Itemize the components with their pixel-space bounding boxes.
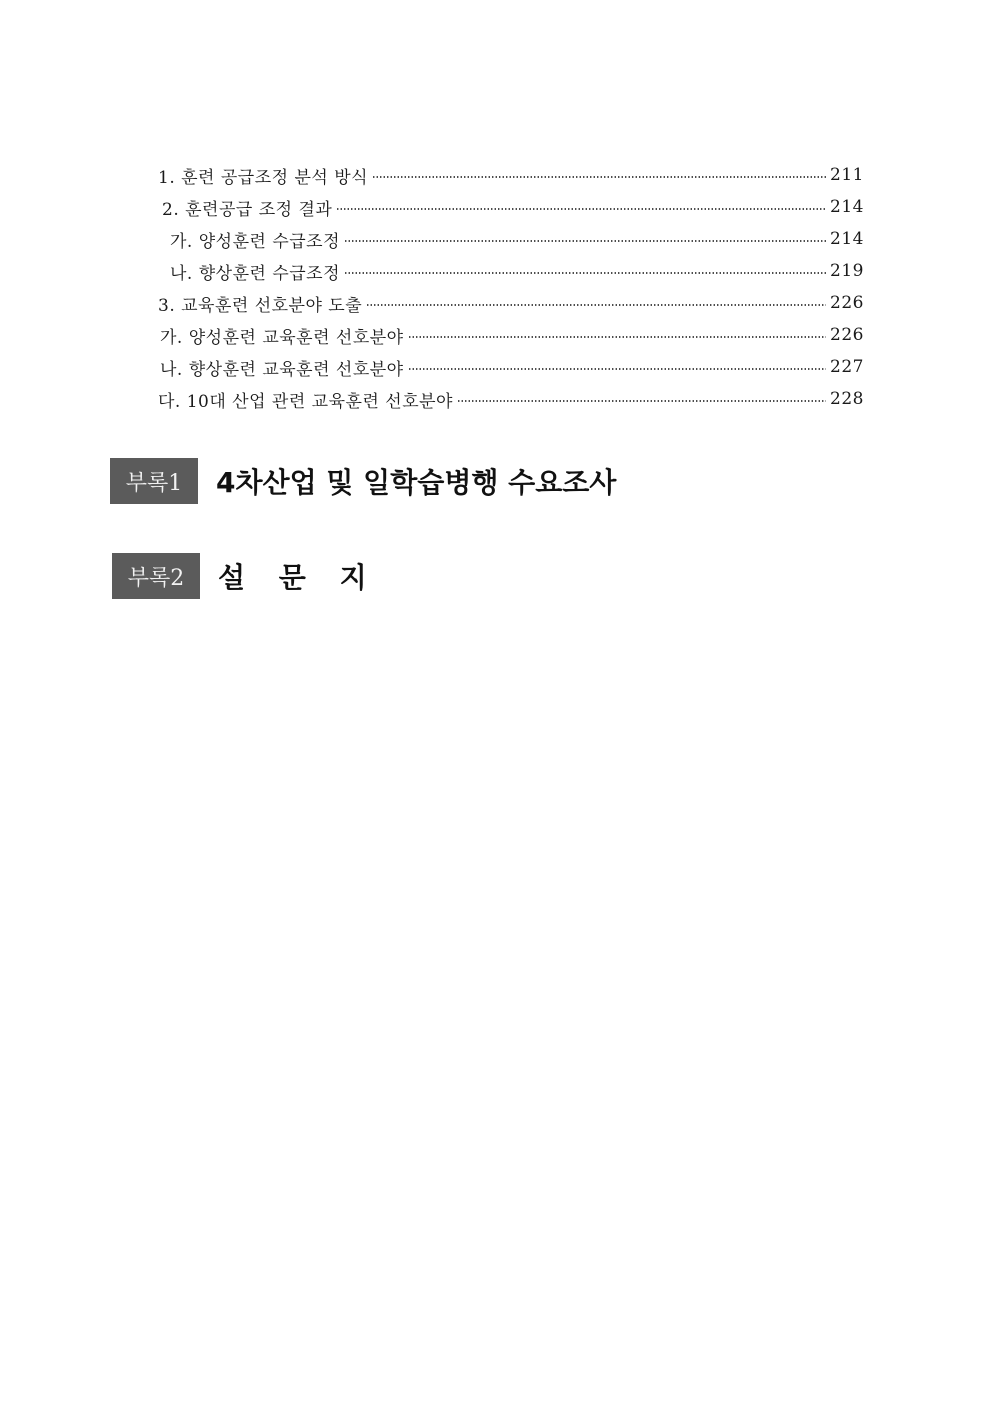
toc-leader-dots <box>408 368 826 370</box>
toc-entry-page: 227 <box>830 357 864 377</box>
toc-entry-label: 나. 향상훈련 교육훈련 선호분야 <box>160 359 404 380</box>
toc-entry-page: 214 <box>830 229 864 249</box>
appendix-title: 4차산업 및 일학습병행 수요조사 <box>216 466 617 499</box>
toc-entry-page: 228 <box>830 389 864 409</box>
toc-leader-dots <box>336 208 826 210</box>
toc-entry-label: 다. 10대 산업 관련 교육훈련 선호분야 <box>158 391 453 412</box>
toc-entry-label: 나. 향상훈련 수급조정 <box>170 263 341 284</box>
toc-entry-label: 2. 훈련공급 조정 결과 <box>162 199 333 220</box>
toc-leader-dots <box>457 400 826 402</box>
appendix-title: 설 문 지 <box>218 561 379 594</box>
appendix-heading[interactable] <box>110 458 616 504</box>
toc-entry-page: 214 <box>830 197 864 217</box>
toc-leader-dots <box>372 176 826 178</box>
toc-entry[interactable] <box>160 352 864 382</box>
appendix-heading[interactable] <box>112 553 379 599</box>
toc-entry[interactable] <box>160 320 864 350</box>
toc-entry[interactable] <box>158 288 864 318</box>
appendix-badge: 부록1 <box>110 458 198 504</box>
toc-entry-label: 3. 교육훈련 선호분야 도출 <box>158 295 363 316</box>
toc-entry-label: 가. 양성훈련 수급조정 <box>170 231 341 252</box>
toc-entry[interactable] <box>170 224 864 254</box>
toc-entry-label: 1. 훈련 공급조정 분석 방식 <box>158 167 369 188</box>
toc-leader-dots <box>366 304 826 306</box>
toc-entry-page: 226 <box>830 293 864 313</box>
toc-entry[interactable] <box>158 384 864 414</box>
toc-entry-label: 가. 양성훈련 교육훈련 선호분야 <box>160 327 404 348</box>
appendix-badge: 부록2 <box>112 553 200 599</box>
toc-entry-page: 211 <box>830 165 864 185</box>
toc-entry-page: 226 <box>830 325 864 345</box>
toc-leader-dots <box>408 336 826 338</box>
toc-leader-dots <box>344 272 826 274</box>
toc-entry[interactable] <box>158 160 864 190</box>
toc-entry[interactable] <box>170 256 864 286</box>
toc-leader-dots <box>344 240 826 242</box>
toc-entry-page: 219 <box>830 261 864 281</box>
toc-entry[interactable] <box>162 192 864 222</box>
